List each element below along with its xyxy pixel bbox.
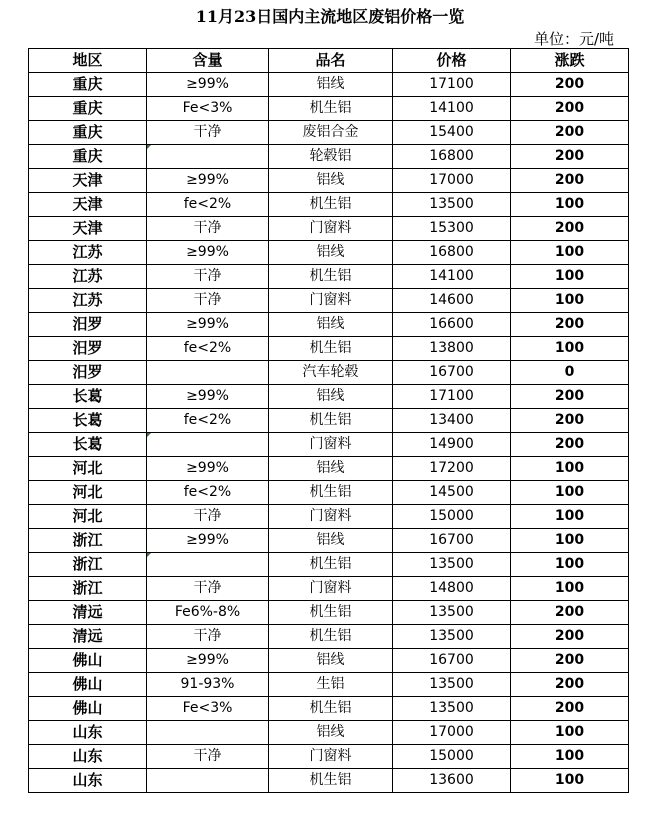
table-row [29,649,629,673]
cell-price: 14100 [393,97,511,121]
cell-change: 100 [511,721,629,745]
cell-change: 100 [511,577,629,601]
cell-region: 长葛 [29,409,147,433]
cell-price: 17000 [393,721,511,745]
cell-region: 重庆 [29,97,147,121]
cell-price: 16800 [393,145,511,169]
cell-change: 100 [511,457,629,481]
cell-change: 200 [511,649,629,673]
cell-content [147,721,269,745]
cell-content: Fe<3% [147,697,269,721]
cell-price: 13500 [393,673,511,697]
cell-content: ≥99% [147,169,269,193]
table-row [29,361,629,385]
table-row [29,241,629,265]
cell-product: 铝线 [269,73,393,97]
page-title: 11月23日国内主流地区废铝价格一览 [195,7,465,26]
cell-region: 天津 [29,193,147,217]
cell-region: 佛山 [29,697,147,721]
cell-region: 山东 [29,721,147,745]
table-row [29,481,629,505]
table-row [29,625,629,649]
table-row [29,673,629,697]
cell-content: fe<2% [147,481,269,505]
cell-price: 16700 [393,529,511,553]
cell-change: 200 [511,385,629,409]
table-row [29,745,629,769]
cell-content: 91-93% [147,673,269,697]
cell-price: 15000 [393,505,511,529]
cell-region: 佛山 [29,649,147,673]
cell-price: 16800 [393,241,511,265]
header-price: 价格 [393,49,511,73]
cell-change: 200 [511,673,629,697]
cell-content: 干净 [147,121,269,145]
table-row [29,385,629,409]
cell-region: 长葛 [29,385,147,409]
cell-product: 机生铝 [269,97,393,121]
cell-price: 13500 [393,193,511,217]
cell-region: 汨罗 [29,313,147,337]
cell-product: 废铝合金 [269,121,393,145]
cell-product: 门窗料 [269,217,393,241]
cell-product: 机生铝 [269,265,393,289]
cell-content: 干净 [147,217,269,241]
cell-product: 铝线 [269,241,393,265]
cell-change: 0 [511,361,629,385]
table-row [29,433,629,457]
cell-product: 机生铝 [269,553,393,577]
cell-region: 佛山 [29,673,147,697]
cell-product: 门窗料 [269,433,393,457]
table-row [29,97,629,121]
cell-region: 汨罗 [29,337,147,361]
cell-price: 14900 [393,433,511,457]
cell-product: 铝线 [269,457,393,481]
table-row [29,217,629,241]
table-row [29,577,629,601]
header-row [29,49,629,73]
cell-change: 200 [511,313,629,337]
cell-product: 铝线 [269,169,393,193]
cell-product: 机生铝 [269,697,393,721]
cell-price: 14800 [393,577,511,601]
cell-region: 清远 [29,625,147,649]
cell-price: 16700 [393,361,511,385]
table-row [29,145,629,169]
cell-change: 100 [511,289,629,313]
cell-price: 16600 [393,313,511,337]
cell-price: 15000 [393,745,511,769]
table-row [29,601,629,625]
cell-region: 浙江 [29,553,147,577]
table-row [29,769,629,793]
cell-content: ≥99% [147,649,269,673]
cell-price: 13500 [393,553,511,577]
cell-change: 100 [511,553,629,577]
cell-change: 100 [511,265,629,289]
cell-content: ≥99% [147,385,269,409]
cell-content [147,361,269,385]
cell-region: 河北 [29,505,147,529]
cell-change: 200 [511,121,629,145]
cell-region: 重庆 [29,145,147,169]
cell-content [147,145,269,169]
cell-product: 门窗料 [269,577,393,601]
cell-region: 江苏 [29,241,147,265]
cell-content: 干净 [147,745,269,769]
cell-region: 重庆 [29,73,147,97]
cell-price: 13500 [393,601,511,625]
cell-change: 200 [511,73,629,97]
cell-region: 浙江 [29,577,147,601]
cell-price: 13500 [393,697,511,721]
cell-price: 15300 [393,217,511,241]
cell-change: 100 [511,193,629,217]
cell-product: 门窗料 [269,745,393,769]
cell-content: 干净 [147,577,269,601]
cell-region: 长葛 [29,433,147,457]
cell-content: ≥99% [147,457,269,481]
cell-product: 轮毂铝 [269,145,393,169]
table-row [29,265,629,289]
cell-price: 17100 [393,73,511,97]
cell-content: 干净 [147,265,269,289]
cell-content: 干净 [147,505,269,529]
cell-change: 100 [511,241,629,265]
cell-content: 干净 [147,289,269,313]
cell-region: 江苏 [29,289,147,313]
cell-content: ≥99% [147,529,269,553]
header-change: 涨跌 [511,49,629,73]
cell-change: 200 [511,625,629,649]
table-row [29,529,629,553]
table-row [29,289,629,313]
table-row [29,409,629,433]
cell-change: 200 [511,433,629,457]
cell-price: 14500 [393,481,511,505]
cell-product: 机生铝 [269,601,393,625]
cell-region: 河北 [29,481,147,505]
cell-price: 13500 [393,625,511,649]
cell-change: 100 [511,481,629,505]
cell-price: 17000 [393,169,511,193]
cell-change: 200 [511,145,629,169]
cell-change: 100 [511,529,629,553]
cell-price: 17100 [393,385,511,409]
table-row [29,73,629,97]
cell-content: 干净 [147,625,269,649]
table-row [29,457,629,481]
cell-region: 江苏 [29,265,147,289]
table-row [29,553,629,577]
cell-content: ≥99% [147,241,269,265]
cell-product: 机生铝 [269,769,393,793]
cell-content: ≥99% [147,313,269,337]
cell-product: 门窗料 [269,505,393,529]
table-row [29,505,629,529]
table-row [29,721,629,745]
cell-content: Fe<3% [147,97,269,121]
cell-product: 机生铝 [269,337,393,361]
cell-product: 机生铝 [269,193,393,217]
cell-product: 机生铝 [269,481,393,505]
cell-region: 天津 [29,169,147,193]
header-content: 含量 [147,49,269,73]
cell-region: 重庆 [29,121,147,145]
cell-content: ≥99% [147,73,269,97]
table-row [29,121,629,145]
cell-content [147,553,269,577]
cell-product: 铝线 [269,721,393,745]
cell-product: 汽车轮毂 [269,361,393,385]
cell-price: 13400 [393,409,511,433]
header-region: 地区 [29,49,147,73]
cell-change: 200 [511,169,629,193]
cell-product: 铝线 [269,313,393,337]
cell-product: 铝线 [269,649,393,673]
cell-change: 200 [511,97,629,121]
table-row [29,337,629,361]
table-row [29,169,629,193]
table-row [29,193,629,217]
price-table [28,48,629,793]
cell-price: 15400 [393,121,511,145]
cell-content: fe<2% [147,193,269,217]
cell-price: 14100 [393,265,511,289]
cell-change: 200 [511,601,629,625]
cell-product: 铝线 [269,529,393,553]
cell-product: 铝线 [269,385,393,409]
cell-region: 河北 [29,457,147,481]
cell-content [147,769,269,793]
cell-change: 200 [511,217,629,241]
cell-change: 100 [511,337,629,361]
cell-region: 山东 [29,745,147,769]
cell-change: 200 [511,697,629,721]
cell-change: 100 [511,505,629,529]
cell-region: 清远 [29,601,147,625]
cell-content: fe<2% [147,337,269,361]
cell-product: 生铝 [269,673,393,697]
unit-label: 单位：元/吨 [533,30,614,48]
cell-price: 16700 [393,649,511,673]
cell-price: 13600 [393,769,511,793]
table-row [29,697,629,721]
table-body [29,73,629,793]
cell-product: 机生铝 [269,409,393,433]
cell-product: 门窗料 [269,289,393,313]
table-row [29,313,629,337]
cell-content [147,433,269,457]
cell-region: 天津 [29,217,147,241]
cell-content: fe<2% [147,409,269,433]
cell-content: Fe6%-8% [147,601,269,625]
cell-change: 100 [511,769,629,793]
cell-change: 200 [511,409,629,433]
cell-change: 100 [511,745,629,769]
header-product: 品名 [269,49,393,73]
cell-region: 浙江 [29,529,147,553]
cell-price: 14600 [393,289,511,313]
cell-region: 山东 [29,769,147,793]
cell-product: 机生铝 [269,625,393,649]
cell-price: 13800 [393,337,511,361]
cell-price: 17200 [393,457,511,481]
cell-region: 汨罗 [29,361,147,385]
